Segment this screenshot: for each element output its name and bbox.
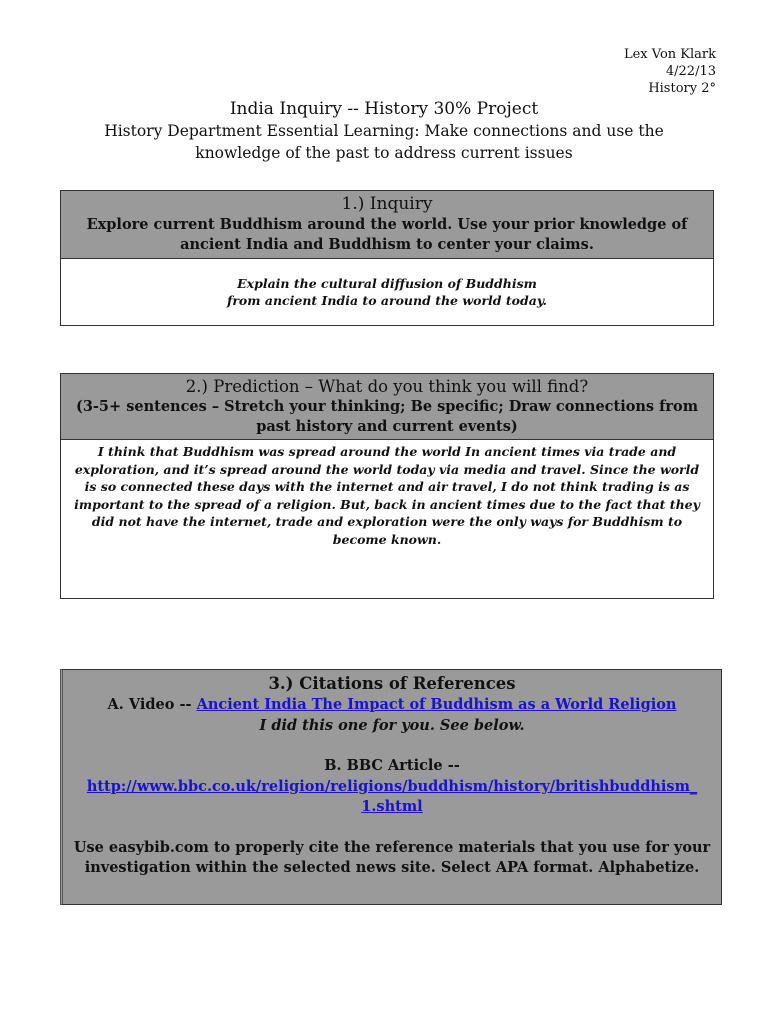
citations-heading: 3.) Citations of References bbox=[268, 674, 516, 693]
bbc-article-link[interactable]: http://www.bbc.co.uk/religion/religions/buddhism/history/britishbuddhism_ bbox=[86, 777, 698, 795]
inquiry-body-line2: from ancient India to around the world today. bbox=[226, 293, 548, 308]
student-info bbox=[624, 46, 716, 97]
prediction-heading: 2.) Prediction – What do you think you will find? bbox=[185, 377, 589, 396]
citations-section bbox=[60, 669, 722, 905]
prediction-prompt-line1: (3-5+ sentences – Stretch your thinking; Be specific; Draw connections from bbox=[75, 398, 699, 415]
inquiry-section bbox=[60, 190, 714, 326]
student-name: Lex Von Klark bbox=[623, 47, 716, 62]
inquiry-body bbox=[61, 259, 713, 325]
inquiry-body-line1: Explain the cultural diffusion of Buddhism bbox=[237, 276, 537, 291]
inquiry-header bbox=[61, 191, 713, 259]
prediction-prompt-line2: past history and current events) bbox=[256, 418, 518, 435]
submission-date: 4/22/13 bbox=[665, 64, 716, 79]
citation-instructions-line2: investigation within the selected news site. Select APA format. Alphabetize. bbox=[84, 859, 700, 876]
prediction-answer: I think that Buddhism was spread around the world In ancient times via trade and exploration, and it’s spread around the world today via media and travel. Since the world is so connected these days with the internet and air travel, I do not think trading is as important to the spread of a religion. But, back in ancient times due to the fact that they did not have the internet, trade and exploration were the only ways for Buddhism to become known. bbox=[61, 440, 713, 598]
bbc-article-label: B. BBC Article -- bbox=[324, 757, 460, 774]
document-title-block bbox=[0, 98, 768, 164]
document-subtitle-line1: History Department Essential Learning: Make connections and use the bbox=[104, 122, 664, 140]
video-citation bbox=[63, 695, 721, 716]
video-note: I did this one for you. See below. bbox=[259, 716, 525, 734]
prediction-section bbox=[60, 373, 714, 599]
class-period: History 2° bbox=[648, 81, 716, 96]
bbc-article-link-cont[interactable]: 1.shtml bbox=[361, 798, 423, 815]
document-title: India Inquiry -- History 30% Project bbox=[229, 99, 539, 119]
inquiry-prompt-line1: Explore current Buddhism around the world. Use your prior knowledge of bbox=[86, 216, 688, 233]
inquiry-prompt-line2: ancient India and Buddhism to center your claims. bbox=[180, 236, 594, 253]
prediction-header bbox=[61, 374, 713, 440]
document-subtitle-line2: knowledge of the past to address current issues bbox=[195, 144, 573, 162]
citation-instructions-line1: Use easybib.com to properly cite the reference materials that you use for your bbox=[73, 838, 711, 856]
inquiry-heading: 1.) Inquiry bbox=[341, 194, 433, 214]
video-label: A. Video -- bbox=[107, 696, 197, 713]
video-link[interactable]: Ancient India The Impact of Buddhism as a World Religion bbox=[196, 696, 677, 713]
